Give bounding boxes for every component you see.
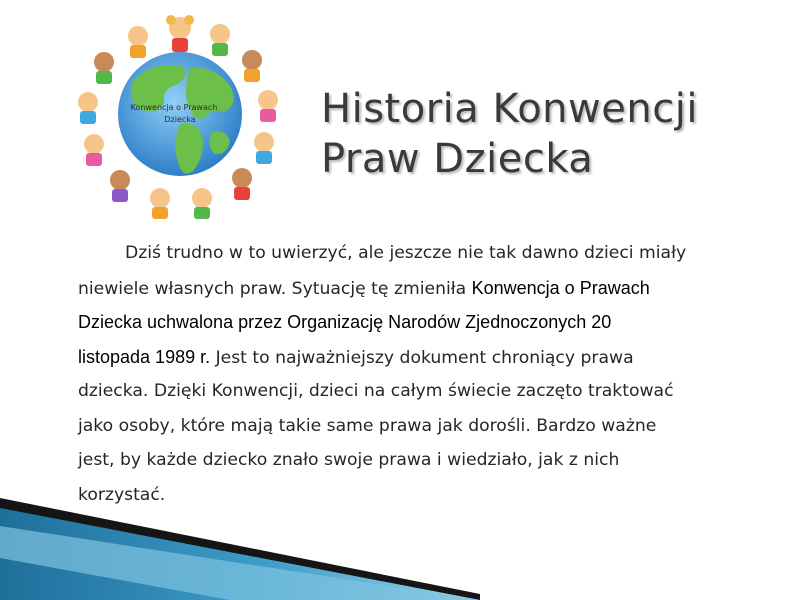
paragraph-line-3 — [78, 305, 778, 340]
logo-globe-children — [62, 2, 298, 224]
paragraph-emphasis: listopada 1989 r. — [78, 346, 211, 367]
paragraph-emphasis: Konwencja o Prawach — [471, 277, 650, 298]
paragraph-line-7: jest, by każde dziecko znało swoje prawa i wiedziało, jak z nich — [78, 450, 620, 470]
paragraph-line-6: jako osoby, które mają takie same prawa jak dorośli. Bardzo ważne — [78, 415, 657, 436]
paragraph-line-4 — [78, 340, 778, 375]
slide-title — [321, 84, 781, 184]
body-paragraph — [78, 236, 778, 512]
decorative-stripes — [0, 498, 480, 600]
paragraph-line-1: Dziś trudno w to uwierzyć, ale jeszcze nie tak dawno dzieci miały — [125, 243, 687, 263]
paragraph-text: Jest to najważniejszy dokument chroniący prawa — [210, 347, 634, 368]
logo-text-line2: Dziecka — [164, 115, 196, 124]
paragraph-emphasis: Dziecka uchwalona przez Organizację Narodów Zjednoczonych 20 — [78, 312, 612, 332]
globe-icon — [118, 52, 242, 176]
paragraph-line-5: dziecka. Dzięki Konwencji, dzieci na całym świecie zaczęto traktować — [78, 381, 674, 401]
logo-text-line1: Konwencja o Prawach — [130, 103, 218, 112]
title-line-2: Praw Dziecka — [321, 136, 594, 182]
paragraph-text: niewiele własnych praw. Sytuację tę zmieniła — [78, 278, 472, 299]
paragraph-line-2 — [78, 271, 778, 306]
title-line-1: Historia Konwencji — [321, 86, 698, 132]
paragraph-line-8: korzystać. — [78, 484, 166, 505]
